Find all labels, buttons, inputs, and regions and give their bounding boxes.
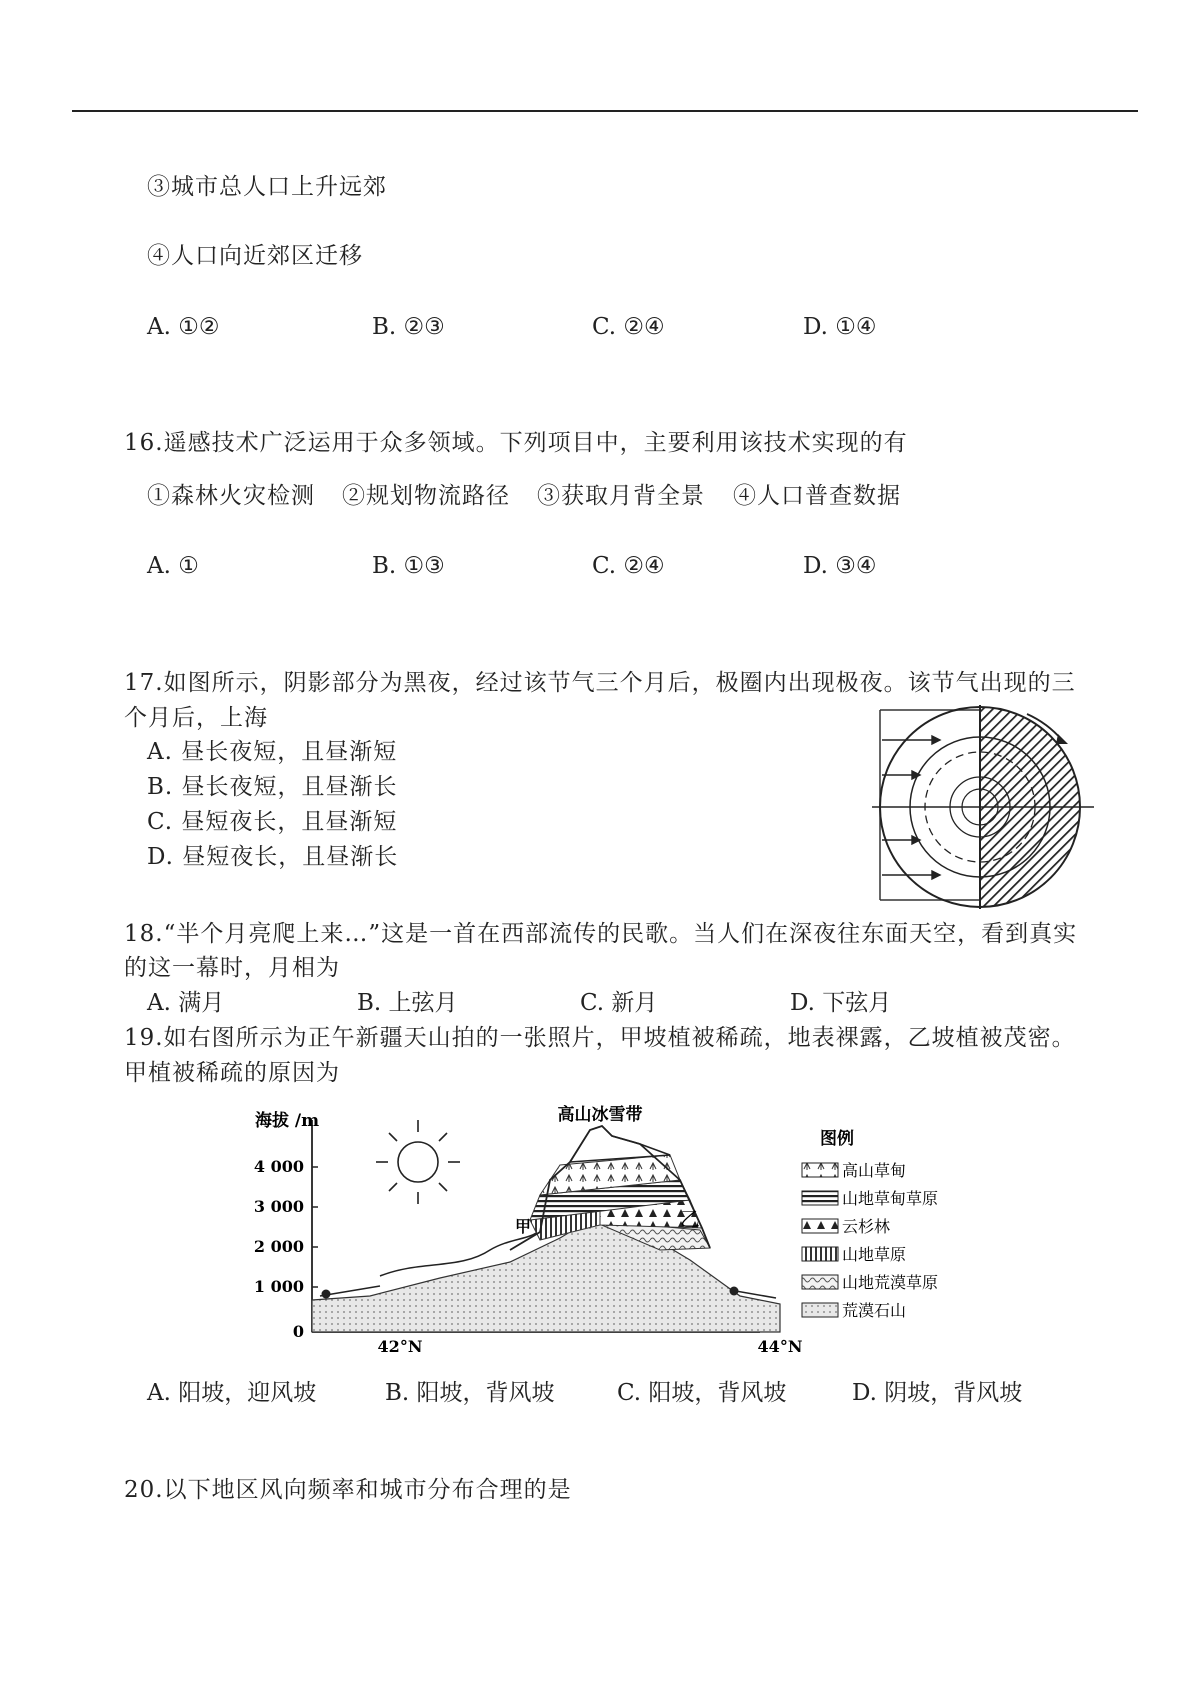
- y-ticks: [254, 1157, 304, 1341]
- q15-item-3: ③城市总人口上升远郊: [147, 174, 387, 200]
- y-tick-0: 0: [292, 1322, 304, 1341]
- legend: [802, 1128, 938, 1320]
- legend-meadow-steppe: 山地草甸草原: [842, 1189, 939, 1208]
- peak-label: 高山冰雪带: [557, 1105, 643, 1125]
- illumination-diagram: [872, 700, 1094, 910]
- legend-mountain-steppe: 山地草原: [842, 1245, 907, 1264]
- night-shading: [980, 700, 1094, 910]
- x-tick-44n: 44°N: [757, 1337, 803, 1356]
- q18-stem-line-1: 18.“半个月亮爬上来…”这是一首在西部流传的民歌。当人们在深夜往东面天空，看到真实: [124, 921, 1078, 947]
- q17-option-c: C. 昼短夜长，且昼渐短: [147, 809, 398, 835]
- q16-option-d: D. ③④: [803, 553, 877, 579]
- sun-icon: [376, 1120, 460, 1204]
- q17-option-d: D. 昼短夜长，且昼渐长: [147, 844, 399, 870]
- q19-option-b: B. 阳坡，背风坡: [385, 1380, 555, 1406]
- x-tick-42n: 42°N: [377, 1337, 423, 1356]
- y-tick-3000: 3 000: [253, 1197, 304, 1216]
- y-axis-label: 海拔 /m: [255, 1111, 320, 1131]
- q17-option-a: A. 昼长夜短，且昼渐短: [147, 739, 398, 765]
- legend-title: 图例: [820, 1129, 854, 1149]
- y-tick-2000: 2 000: [253, 1237, 304, 1256]
- q18-option-b: B. 上弦月: [357, 990, 458, 1016]
- q15-option-d: D. ①④: [803, 314, 877, 340]
- q16-option-b: B. ①③: [372, 553, 445, 579]
- q19-option-c: C. 阳坡，背风坡: [617, 1380, 787, 1406]
- header-rule: [72, 110, 1138, 112]
- slope-yi-label: 乙: [680, 1207, 700, 1231]
- q16-item-4: ④人口普查数据: [733, 483, 901, 509]
- q18-option-a: A. 满月: [147, 990, 225, 1016]
- left-river-dot-icon: [322, 1290, 331, 1299]
- q19-option-a: A. 阳坡，迎风坡: [147, 1380, 317, 1406]
- q19-option-d: D. 阴坡，背风坡: [852, 1380, 1023, 1406]
- q15-option-b: B. ②③: [372, 314, 445, 340]
- q18-stem-line-2: 的这一幕时，月相为: [124, 955, 340, 981]
- q20-stem: 20.以下地区风向频率和城市分布合理的是: [124, 1477, 572, 1503]
- q16-option-c: C. ②④: [592, 553, 665, 579]
- q17-option-b: B. 昼长夜短，且昼渐长: [147, 774, 398, 800]
- rotation-arrowhead-icon: [1056, 734, 1068, 744]
- q19-stem-line-1: 19.如右图所示为正午新疆天山拍的一张照片，甲坡植被稀疏，地表裸露，乙坡植被茂密。: [124, 1025, 1076, 1051]
- q17-stem-line-2: 个月后，上海: [124, 705, 268, 731]
- q16-item-2: ②规划物流路径: [342, 483, 510, 509]
- y-tick-1000: 1 000: [253, 1277, 304, 1296]
- q15-item-4: ④人口向近郊区迁移: [147, 243, 363, 269]
- q15-option-a: A. ①②: [147, 314, 220, 340]
- slope-jia-label: 甲: [515, 1217, 532, 1236]
- legend-alpine-meadow: 高山草甸: [842, 1161, 907, 1180]
- q19-stem-line-2: 甲植被稀疏的原因为: [124, 1060, 340, 1086]
- q17-stem-line-1: 17.如图所示，阴影部分为黑夜，经过该节气三个月后，极圈内出现极夜。该节气出现的三: [124, 670, 1076, 696]
- y-tick-4000: 4 000: [253, 1157, 304, 1176]
- q16-option-a: A. ①: [147, 553, 199, 579]
- right-river-dot-icon: [730, 1287, 739, 1296]
- legend-mountain-desert-steppe: 山地荒漠草原: [842, 1273, 939, 1292]
- q15-option-c: C. ②④: [592, 314, 665, 340]
- legend-spruce-forest: 云杉林: [842, 1217, 891, 1236]
- q16-item-1: ①森林火灾检测: [147, 483, 315, 509]
- q18-option-d: D. 下弦月: [790, 990, 892, 1016]
- tianshan-profile-diagram: [240, 1100, 960, 1360]
- q16-stem: 16.遥感技术广泛运用于众多领域。下列项目中，主要利用该技术实现的有: [124, 430, 908, 456]
- legend-desert-rock: 荒漠石山: [842, 1301, 907, 1320]
- q16-item-3: ③获取月背全景: [537, 483, 705, 509]
- q18-option-c: C. 新月: [580, 990, 658, 1016]
